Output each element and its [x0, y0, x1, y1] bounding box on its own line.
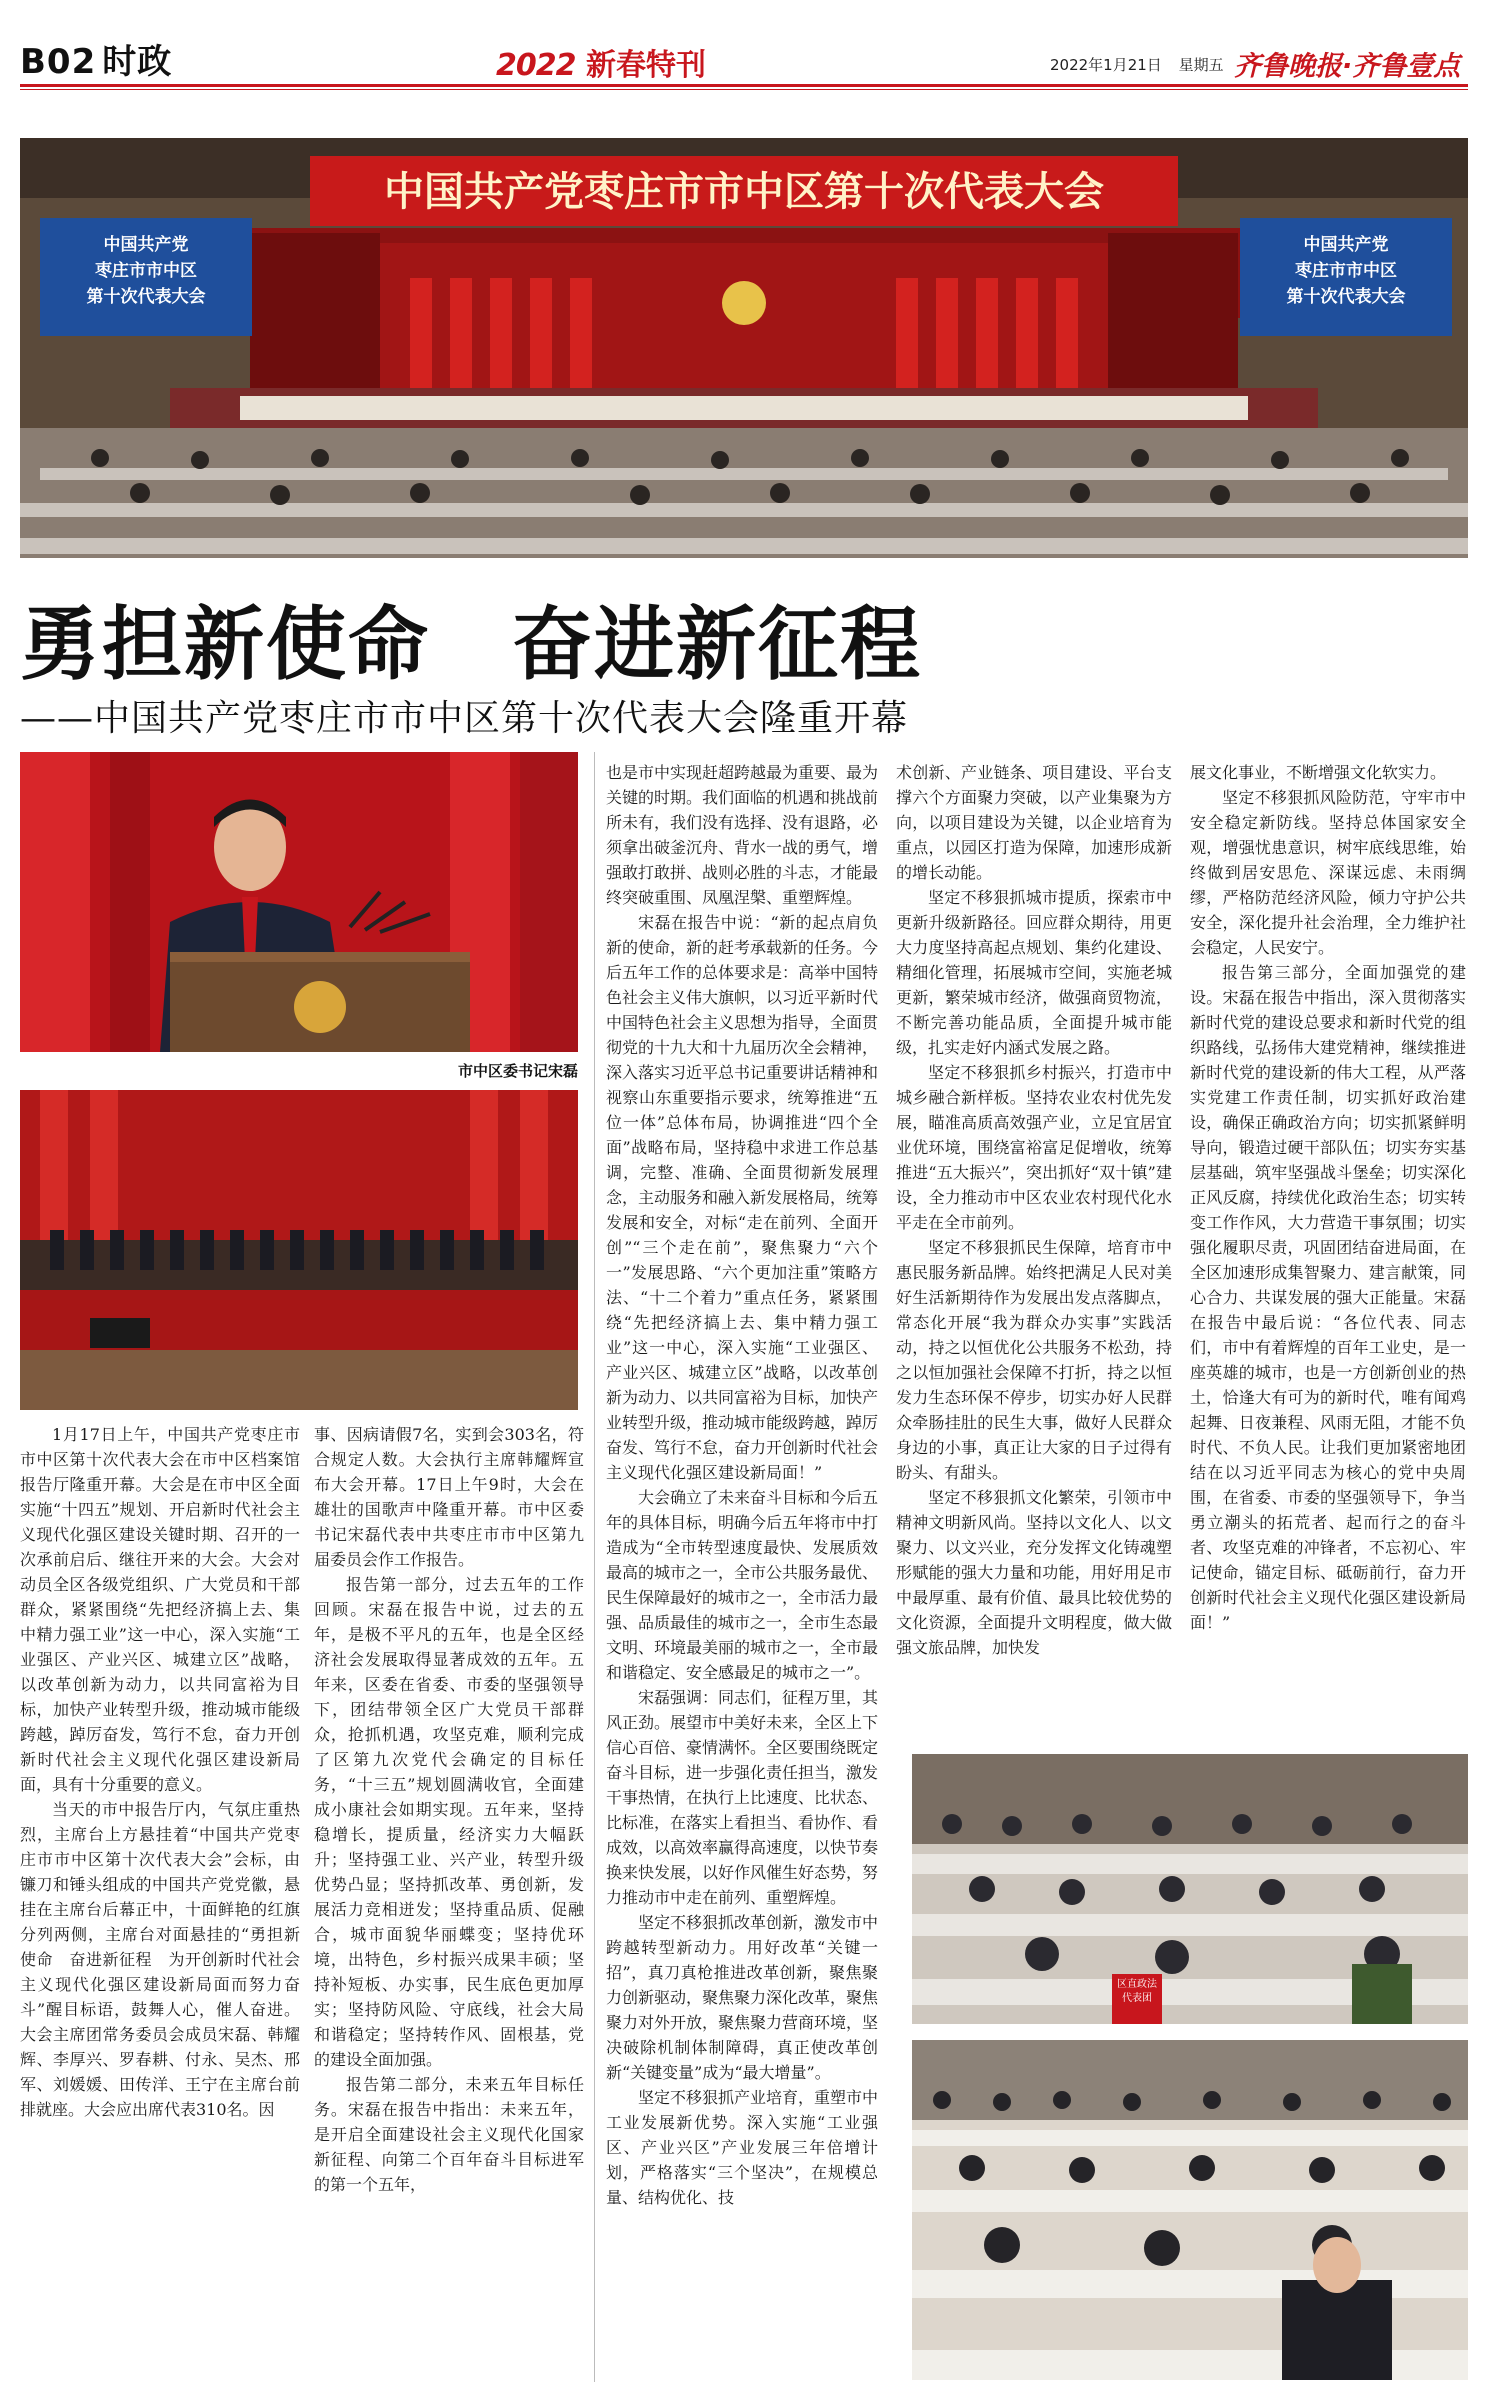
section-code: B02	[20, 42, 97, 82]
screen-left-line: 枣庄市市中区	[95, 261, 197, 281]
newspaper-brand: 齐鲁晚报·齐鲁壹点	[1234, 51, 1461, 82]
screen-left-line: 中国共产党	[103, 235, 189, 255]
special-edition-title	[496, 40, 706, 84]
article-column-5	[1190, 760, 1466, 1635]
article-paragraph: 报告第一部分，过去五年的工作回顾。宋磊在报告中说，过去的五年，是极不平凡的五年，也是全区经济社会发展取得显著成效的五年。五年来，区委在省委、市委的坚强领导下，团结带领全区广大党员干部群众，抢抓机遇，攻坚克难，顺利完成了区第九次党代会确定的目标任务，“十三五”规划圆满收官，全面建成小康社会如期实现。五年来，坚持稳增长，提质量，经济实力大幅跃升；坚持强工业、兴产业，转型升级优势凸显；坚持抓改革、勇创新，发展活力竞相迸发；坚持重品质、促融合，城市面貌华丽蝶变；坚持优环境，出特色，乡村振兴成果丰硕；坚持补短板、办实事，民生底色更加厚实；坚持防风险、守底线，社会大局和谐稳定；坚持转作风、固根基，党的建设全面加强。	[314, 1575, 584, 2069]
article-paragraph: 坚定不移狠抓文化繁荣，引领市中精神文明新风尚。坚持以文化人、以文聚力、以文兴业，充分发挥文化铸魂塑形赋能的强大力量和功能，用好用足市中最厚重、最有价值、最具比较优势的文化资源，全面提升文明程度，做大做强文旅品牌，加快发	[896, 1488, 1172, 1657]
article-paragraph: 坚定不移狠抓风险防范，守牢市中安全稳定新防线。坚持总体国家安全观，增强忧患意识，树牢底线思维，始终做到居安思危、深谋远虑、未雨绸缪，严格防范经济风险，倾力守护公共安全，深化提升社会治理，全力维护社会稳定，人民安宁。	[1190, 788, 1466, 957]
speaker-photo	[20, 752, 578, 1052]
screen-left-line: 第十次代表大会	[86, 287, 206, 307]
article-paragraph: 报告第三部分，全面加强党的建设。宋磊在报告中指出，深入贯彻落实新时代党的建设总要求和新时代党的组织路线，弘扬伟大建党精神，继续推进新时代党的建设新的伟大工程，从严落实党建工作责任制，切实抓好政治建设，确保正确政治方向；切实抓紧鲜明导向，锻造过硬干部队伍；切实夯实基层基础，筑牢坚强战斗堡垒；切实深化正风反腐，持续优化政治生态；切实转变工作作风，大力营造干事氛围；切实强化履职尽责，巩固团结奋进局面，在全区加速形成集智聚力、建言献策，同心合力、共谋发展的强大正能量。宋磊在报告中最后说：“各位代表、同志们，市中有着辉煌的百年工业史，是一座英雄的城市，也是一方创新创业的热土，恰逢大有可为的新时代，唯有闻鸡起舞、日夜兼程、风雨无阻，才能不负时代、不负人民。让我们更加紧密地团结在以习近平同志为核心的党中央周围，在省委、市委的坚强领导下，争当勇立潮头的拓荒者、起而行之的奋斗者、攻坚克难的冲锋者，不忘初心、牢记使命，锚定目标、砥砺前行，奋力开创新时代社会主义现代化强区建设新局面！”	[1190, 963, 1466, 1632]
article-paragraph: 也是市中实现赶超跨越最为重要、最为关键的时期。我们面临的机遇和挑战前所未有，我们没有选择、没有退路，必须拿出破釜沉舟、背水一战的勇气，增强敢打敢拼、战则必胜的斗志，才能最终突破重围、凤凰涅槃、重塑辉煌。	[606, 763, 879, 907]
article-paragraph: 事、因病请假7名，实到会303名，符合规定人数。大会执行主席韩耀辉宣布大会开幕。17日上午9时，大会在雄壮的国歌声中隆重开幕。市中区委书记宋磊代表中共枣庄市市中区第九届委员会作工作报告。	[314, 1425, 584, 1569]
article-paragraph: 宋磊强调：同志们，征程万里，其风正劲。展望市中美好未来，全区上下信心百倍、豪情满怀。全区要围绕既定奋斗目标，进一步强化责任担当，激发干事热情，在执行上比速度、比状态、比标准，在落实上看担当、看协作、看成效，以高效率赢得高速度，以快节奏换来快发展，以好作风催生好态势，努力推动市中走在前列、重塑辉煌。	[606, 1688, 879, 1907]
hall-banner-text: 中国共产党枣庄市市中区第十次代表大会	[384, 169, 1104, 215]
column-rule	[594, 752, 595, 2382]
weekday-text: 星期五	[1178, 56, 1224, 74]
article-paragraph: 坚定不移狠抓产业培育，重塑市中工业发展新优势。深入实施“工业强区、产业兴区”产业发展三年倍增计划，严格落实“三个坚决”，在规模总量、结构优化、技	[606, 2088, 879, 2207]
headline: 勇担新使命 奋进新征程	[20, 597, 922, 691]
article-column-3	[606, 760, 878, 2210]
article-paragraph: 1月17日上午，中国共产党枣庄市市中区第十次代表大会在市中区档案馆报告厅隆重开幕。大会是在市中区全面实施“十四五”规划、开启新时代社会主义现代化强区建设关键时期、召开的一次承前启后、继往开来的大会。大会对动员全区各级党组织、广大党员和干部群众，紧紧围绕“先把经济搞上去、集中精力强工业”这一中心，深入实施“工业强区、产业兴区、城建立区”战略，以改革创新为动力，以共同富裕为目标，加快产业转型升级，推动城市能级跨越，踔厉奋发，笃行不怠，奋力开创新时代社会主义现代化强区建设新局面，具有十分重要的意义。	[20, 1425, 300, 1794]
delegates-photo-1	[912, 1754, 1468, 2024]
article-column-1	[20, 1422, 300, 2122]
congress-hall-photo	[20, 138, 1468, 558]
article-column-2	[314, 1422, 584, 2197]
article-paragraph: 坚定不移狠抓改革创新，激发市中跨越转型新动力。用好改革“关键一招”，真刀真枪推进改革创新，聚焦聚力创新驱动，聚焦聚力深化改革，聚焦聚力对外开放，聚焦聚力营商环境，坚决破除机制体制障碍，真正使改革创新“关键变量”成为“最大增量”。	[606, 1913, 879, 2082]
screen-right-line: 枣庄市市中区	[1295, 261, 1397, 281]
delegation-sign-line: 代表团	[1122, 1993, 1152, 2004]
article-paragraph: 坚定不移狠抓城市提质，探索市中更新升级新路径。回应群众期待，用更大力度坚持高起点规划、集约化建设、精细化管理，拓展城市空间，实施老城更新，繁荣城市经济，做强商贸物流，不断完善功能品质，全面提升城市能级，扎实走好内涵式发展之路。	[896, 888, 1172, 1057]
article-paragraph: 宋磊在报告中说：“新的起点肩负新的使命，新的赶考承载新的任务。今后五年工作的总体要求是：高举中国特色社会主义伟大旗帜，以习近平新时代中国特色社会主义思想为指导，全面贯彻党的十九大和十九届历次全会精神，深入落实习近平总书记重要讲话精神和视察山东重要指示要求，统筹推进“五位一体”总体布局，协调推进“四个全面”战略布局，坚持稳中求进工作总基调，完整、准确、全面贯彻新发展理念，主动服务和融入新发展格局，统筹发展和安全，对标“走在前列、全面开创”“三个走在前”，聚焦聚力“六个一”发展思路、“六个更加注重”策略方法、“十二个着力”重点任务，紧紧围绕“先把经济搞上去、集中精力强工业”这一中心，深入实施“工业强区、产业兴区、城建立区”战略，以改革创新为动力、以共同富裕为目标，加快产业转型升级，推动城市能级跨越，踔厉奋发、笃行不怠，奋力开创新时代社会主义现代化强区建设新局面！”	[606, 913, 879, 1482]
speaker-caption: 市中区委书记宋磊	[457, 1062, 578, 1080]
screen-right-line: 中国共产党	[1303, 235, 1389, 255]
subheadline: ——中国共产党枣庄市市中区第十次代表大会隆重开幕	[20, 698, 909, 739]
hall-screen-right	[1240, 232, 1452, 310]
section-label	[20, 34, 172, 83]
special-title: 新春特刊	[585, 48, 706, 83]
header-rule	[20, 84, 1468, 87]
stage-photo	[20, 1090, 578, 1410]
hall-screen-left	[40, 232, 252, 310]
delegation-sign	[1112, 1978, 1162, 2006]
date-text: 2022年1月21日	[1050, 56, 1162, 74]
issue-date	[1050, 54, 1224, 75]
article-paragraph: 坚定不移狠抓乡村振兴，打造市中城乡融合新样板。坚持农业农村优先发展，瞄准高质高效强产业，立足宜居宜业优环境，围绕富裕富足促增收，统筹推进“五大振兴”，突出抓好“双十镇”建设，全力推动市中区农业农村现代化水平走在全市前列。	[896, 1063, 1172, 1232]
article-paragraph: 术创新、产业链条、项目建设、平台支撑六个方面聚力突破，以产业集聚为方向，以项目建设为关键，以企业培育为重点，以园区打造为保障，加速形成新的增长动能。	[896, 763, 1172, 882]
delegation-sign-line: 区直政法	[1117, 1979, 1157, 1990]
article-column-4	[896, 760, 1172, 1660]
article-paragraph: 展文化事业，不断增强文化软实力。	[1190, 763, 1447, 782]
screen-right-line: 第十次代表大会	[1286, 287, 1406, 307]
article-paragraph: 坚定不移狠抓民生保障，培育市中惠民服务新品牌。始终把满足人民对美好生活新期待作为发展出发点落脚点，常态化开展“我为群众办实事”实践活动，持之以恒优化公共服务不松劲，持之以恒加强社会保障不打折，持之以恒发力生态环保不停步，切实办好人民群众牵肠挂肚的民生大事，做好人民群众身边的小事，真正让大家的日子过得有盼头、有甜头。	[896, 1238, 1172, 1482]
header-rule-thin	[20, 89, 1468, 90]
article-paragraph: 报告第二部分，未来五年目标任务。宋磊在报告中指出：未来五年，是开启全面建设社会主义现代化国家新征程、向第二个百年奋斗目标进军的第一个五年，	[314, 2075, 584, 2194]
article-paragraph: 当天的市中报告厅内，气氛庄重热烈，主席台上方悬挂着“中国共产党枣庄市市中区第十次代表大会”会标，由镰刀和锤头组成的中国共产党党徽，悬挂在主席台后幕正中，十面鲜艳的红旗分列两侧，主席台对面悬挂的“勇担新使命 奋进新征程 为开创新时代社会主义现代化强区建设新局面而努力奋斗”醒目标语，鼓舞人心，催人奋进。大会主席团常务委员会成员宋磊、韩耀辉、李厚兴、罗春耕、付永、吴杰、邢军、刘媛媛、田传洋、王宁在主席台前排就座。大会应出席代表310名。因	[20, 1800, 300, 2119]
article-paragraph: 大会确立了未来奋斗目标和今后五年的具体目标，明确今后五年将市中打造成为“全市转型速度最快、发展质效最高的城市之一，全市公共服务最优、民生保障最好的城市之一，全市活力最强、品质最佳的城市之一，全市生态最文明、环境最美丽的城市之一，全市最和谐稳定、安全感最足的城市之一”。	[606, 1488, 879, 1682]
delegates-photo-2	[912, 2040, 1468, 2380]
special-year: 2022	[496, 48, 576, 83]
section-name: 时政	[102, 42, 173, 82]
